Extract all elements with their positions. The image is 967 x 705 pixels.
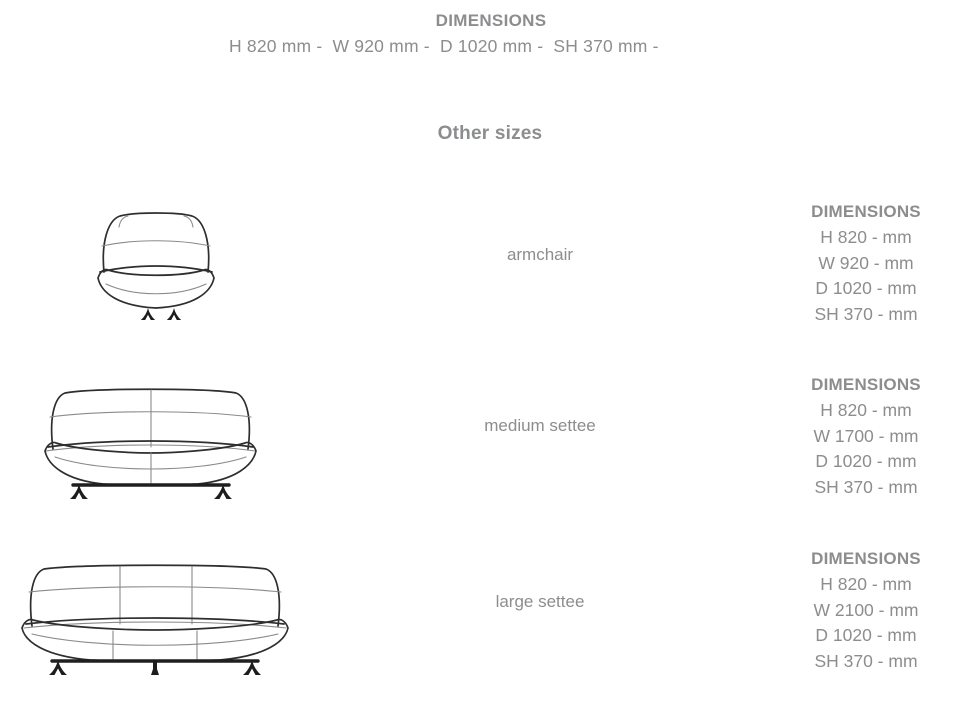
- dimension-line-d: D 1020 - mm: [815, 278, 917, 299]
- large-settee-dimensions-block: [780, 546, 952, 675]
- dimension-line-sh: SH 370 - mm: [814, 477, 918, 498]
- armchair-row-art: [96, 212, 216, 326]
- dimension-line-w: W 2100 - mm: [813, 599, 919, 620]
- medium-settee-drawing: [43, 387, 258, 504]
- armchair-dimensions-block: [780, 199, 952, 328]
- other-sizes-heading: Other sizes: [437, 123, 543, 144]
- medium-settee-row-art: [43, 387, 258, 504]
- product-name-armchair: armchair: [506, 245, 574, 264]
- dimensions-title: DIMENSIONS: [811, 202, 921, 221]
- dimensions-title: DIMENSIONS: [811, 549, 921, 568]
- dimension-line-sh: SH 370 - mm: [814, 304, 918, 325]
- dimension-line-d: D 1020 - mm: [815, 451, 917, 472]
- large-settee-row-art: [20, 564, 290, 680]
- dimension-line-d: D 1020 - mm: [815, 625, 917, 646]
- medium-settee-dimensions-block: [780, 372, 952, 501]
- armchair-drawing: [96, 212, 216, 326]
- dimension-line-h: H 820 - mm: [820, 399, 912, 420]
- page-title: DIMENSIONS: [435, 11, 547, 30]
- large-settee-drawing: [20, 564, 290, 680]
- dimension-line-h: H 820 - mm: [820, 226, 912, 247]
- dimension-line-h: H 820 - mm: [820, 573, 912, 594]
- main-dimensions-line: H 820 mm - W 920 mm - D 1020 mm - SH 370 mm -: [229, 36, 659, 56]
- dimension-line-w: W 920 - mm: [818, 252, 914, 273]
- dimensions-title: DIMENSIONS: [811, 375, 921, 394]
- product-name-large-settee: large settee: [495, 592, 585, 611]
- dimension-line-w: W 1700 - mm: [813, 425, 919, 446]
- product-name-medium-settee: medium settee: [484, 416, 596, 435]
- dimension-line-sh: SH 370 - mm: [814, 651, 918, 672]
